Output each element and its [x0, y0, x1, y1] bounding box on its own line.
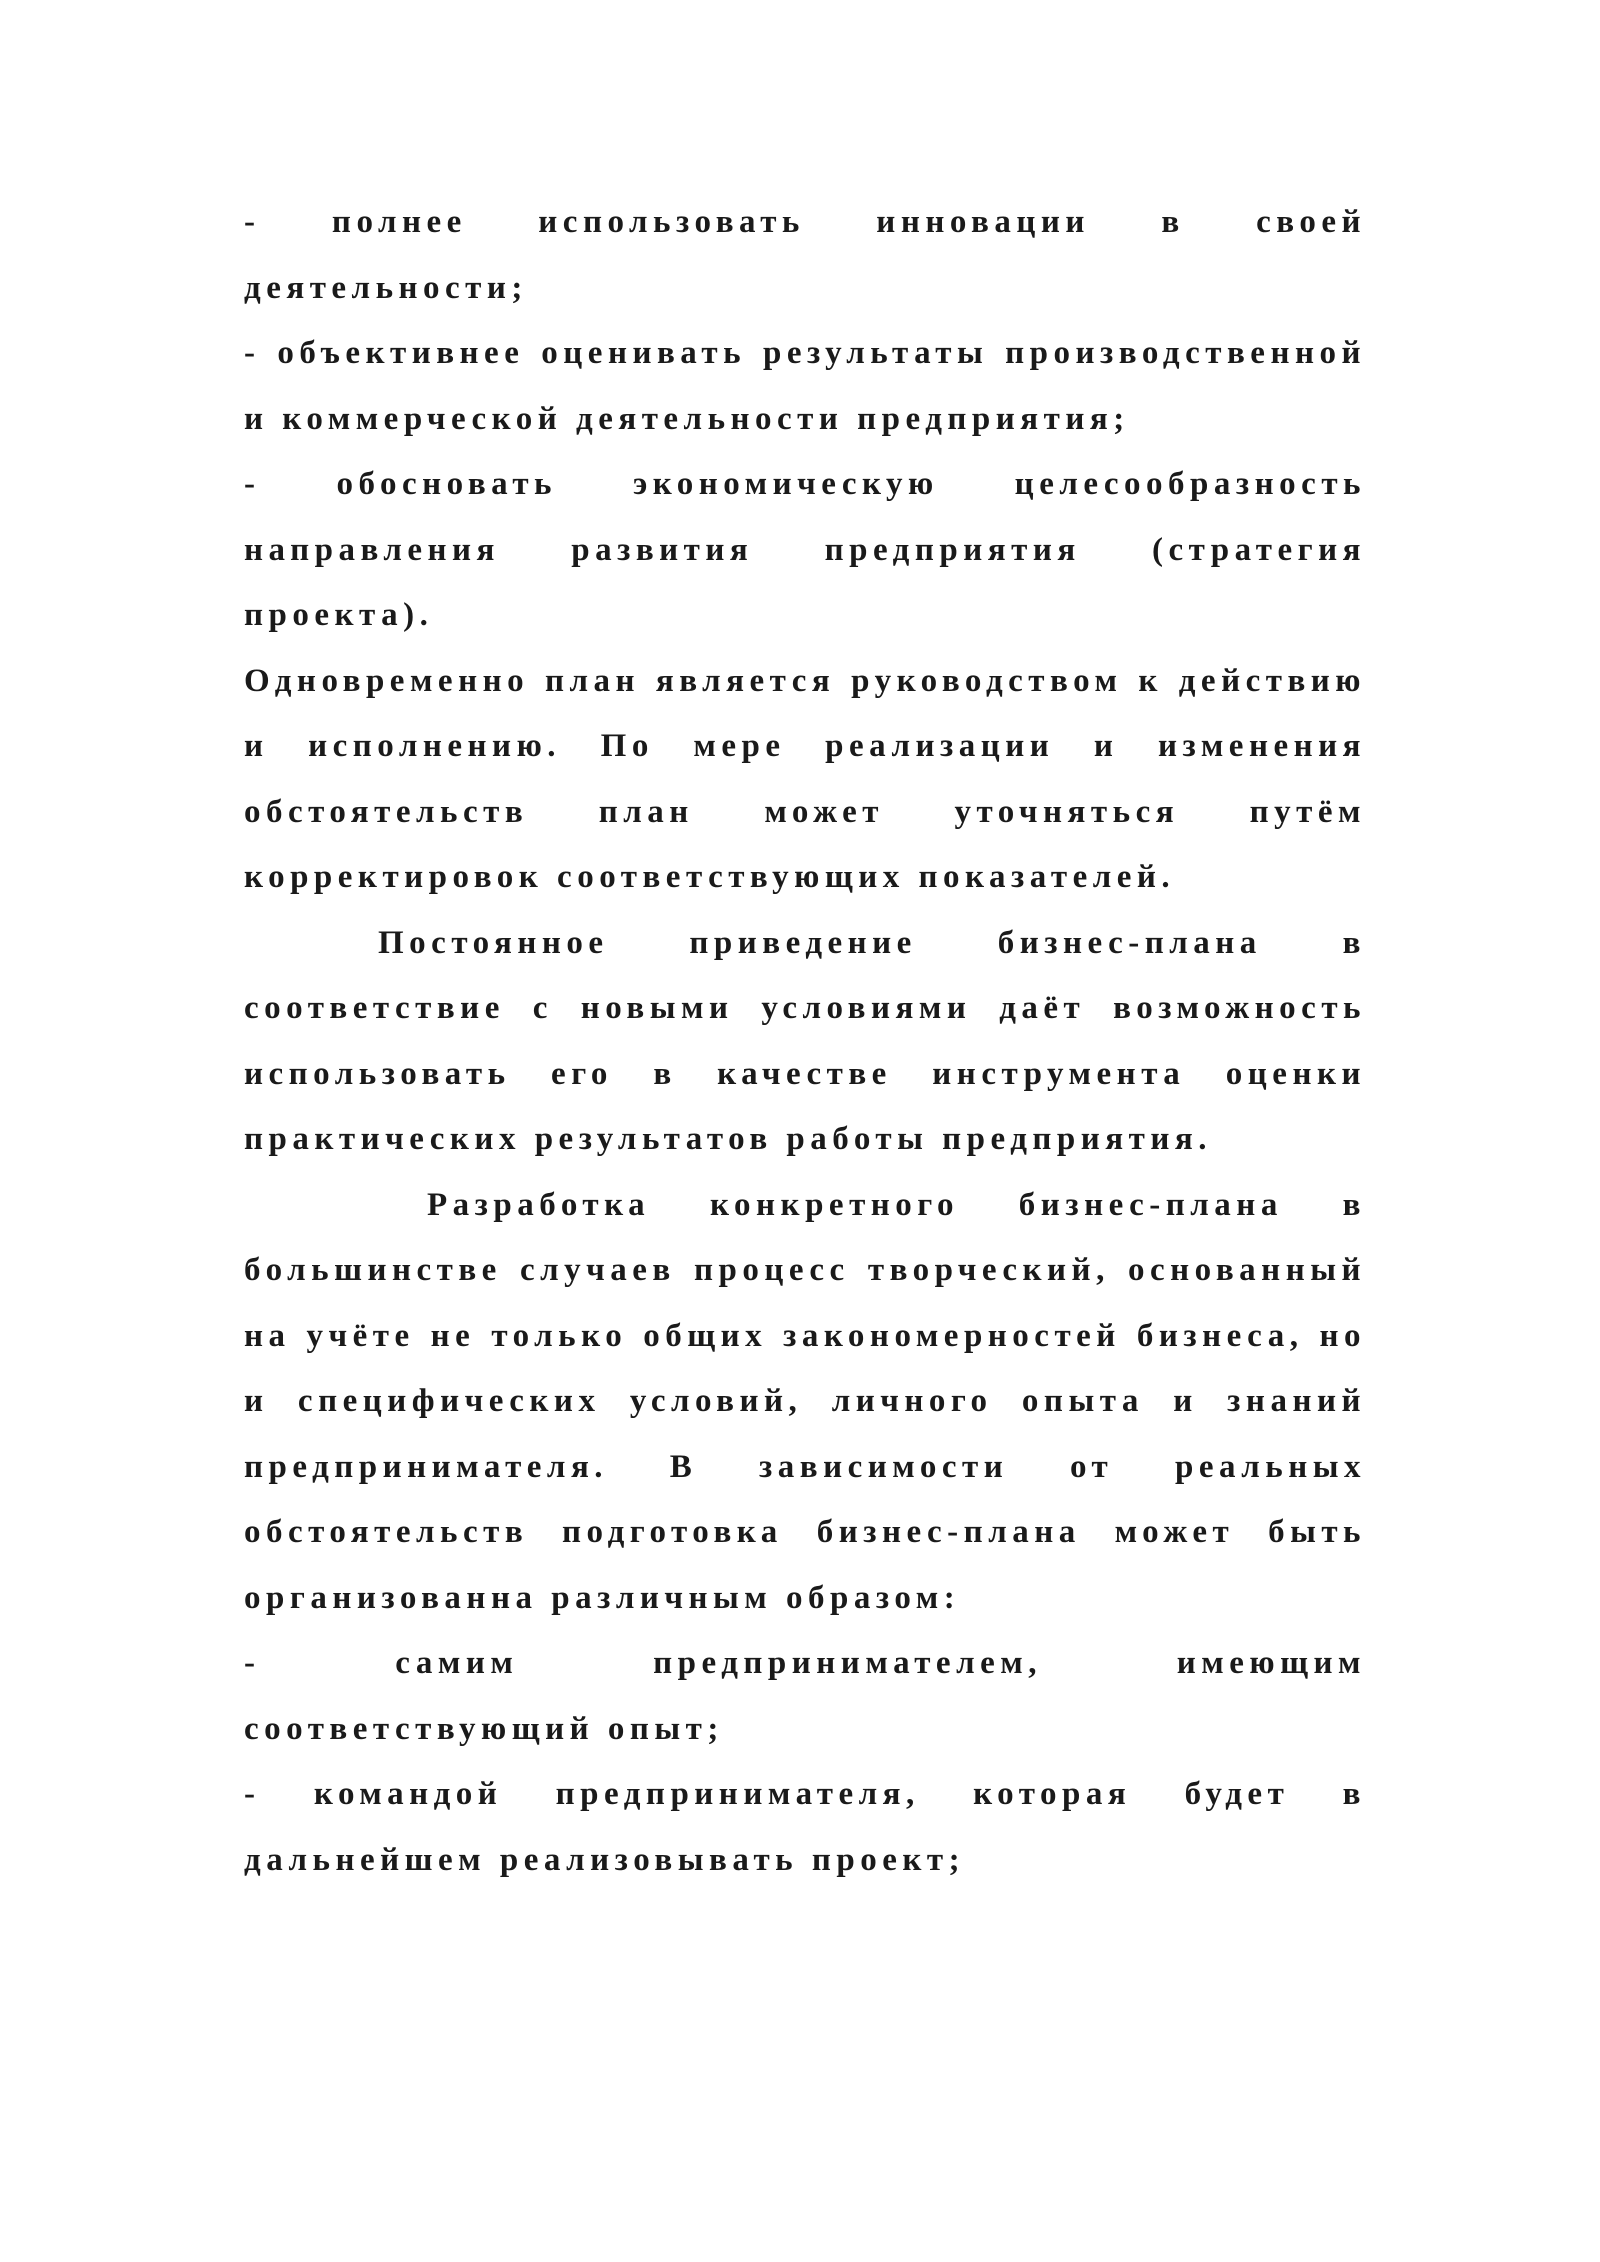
- bullet-paragraph: - объективнее оценивать результаты производственной и коммерческой деятельности предприятия;: [244, 335, 1366, 437]
- bullet-paragraph: - самим предпринимателем, имеющим соответствующий опыт;: [244, 1645, 1366, 1747]
- bullet-paragraph: - обосновать экономическую целесообразность направления развития предприятия (стратегия проекта).: [244, 466, 1366, 633]
- body-paragraph: Одновременно план является руководством к действию и исполнению. По мере реализации и изменения обстоятельств план может уточняться путём корректировок соответствующих показателей.: [244, 662, 1366, 895]
- body-paragraph: Разработка конкретного бизнес-плана в большинстве случаев процесс творческий, основанный на учёте не только общих закономерностей бизнеса, но и специфических условий, личного опыта и знаний предпринимателя. В зависимости от реальных обстоятельств подготовка бизнес-плана может быть организованна различным образом:: [244, 1186, 1366, 1616]
- body-paragraph: Постоянное приведение бизнес-плана в соответствие с новыми условиями даёт возможность использовать его в качестве инструмента оценки практических результатов работы предприятия.: [244, 924, 1366, 1157]
- bullet-paragraph: - полнее использовать инновации в своей деятельности;: [244, 204, 1366, 306]
- document-page: [244, 190, 1366, 1893]
- bullet-paragraph: - командой предпринимателя, которая будет в дальнейшем реализовывать проект;: [244, 1776, 1366, 1878]
